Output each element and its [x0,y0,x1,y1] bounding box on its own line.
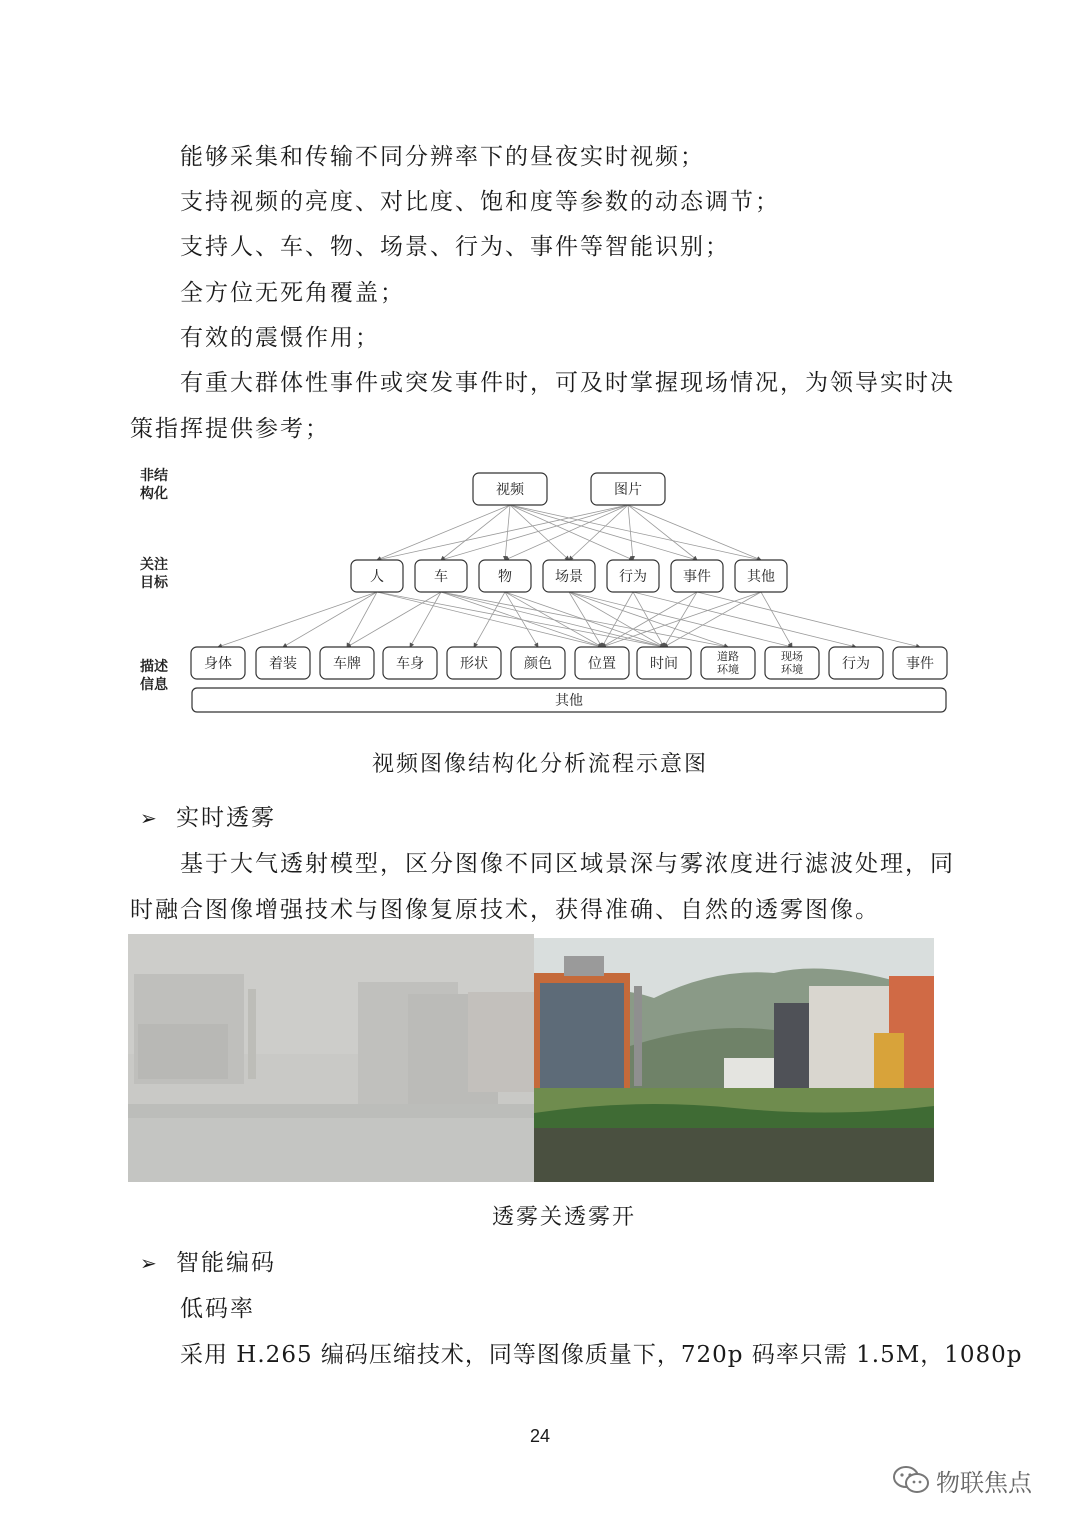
svg-text:环境: 环境 [781,663,803,676]
diagram-node-descriptor [701,647,755,679]
diagram-node-descriptor [511,647,565,679]
body-line: 全方位无死角覆盖； [180,280,405,306]
svg-text:其他: 其他 [555,693,583,709]
diagram-node-descriptor [191,647,245,679]
diagram-edge [505,592,664,647]
arrow-bullet-icon: ➢ [140,1251,159,1275]
watermark-text: 物联焦点 [936,1468,1032,1497]
page-number: 24 [529,1426,551,1446]
diagram-edge [441,592,664,647]
body-line: 有效的震慑作用； [180,325,380,351]
diagram-edge [510,505,569,560]
svg-text:位置: 位置 [588,656,616,672]
diagram-node-target [543,560,595,592]
svg-text:车牌: 车牌 [333,656,361,672]
arrow-bullet-icon: ➢ [140,806,159,830]
svg-text:行为: 行为 [842,656,870,672]
row-label: 构化 [140,486,168,502]
svg-text:人: 人 [370,569,384,585]
row-label: 描述 [140,659,168,675]
diagram-node-target [735,560,787,592]
section-heading-defog [140,803,276,833]
diagram-node-target [351,560,403,592]
wechat-icon [892,1465,930,1495]
structured-analysis-diagram [128,462,958,720]
body-line: 有重大群体性事件或突发事件时，可及时掌握现场情况，为领导实时决 [180,370,955,396]
diagram-node-target [607,560,659,592]
row-label: 信息 [140,677,168,693]
diagram-node-other-bar [192,688,946,712]
svg-text:车: 车 [434,569,448,585]
diagram-edge [510,505,697,560]
svg-text:其他: 其他 [747,569,775,585]
svg-text:着装: 着装 [269,656,297,672]
diagram-edge [410,592,441,647]
diagram-edge [347,592,441,647]
svg-text:现场: 现场 [781,650,803,663]
diagram-caption: 视频图像结构化分析流程示意图 [371,752,708,777]
diagram-edge [628,505,697,560]
diagram-edge [474,592,505,647]
diagram-edge [602,592,633,647]
body-line: 能够采集和传输不同分辨率下的昼夜实时视频； [180,144,705,170]
diagram-node-descriptor [829,647,883,679]
diagram-edge [510,505,633,560]
diagram-edge [441,505,628,560]
body-line: 支持人、车、物、场景、行为、事件等智能识别； [180,234,730,260]
subheading-low-bitrate: 低码率 [180,1296,255,1322]
diagram-edge [569,505,628,560]
diagram-node-descriptor [575,647,629,679]
svg-text:身体: 身体 [204,656,232,672]
body-line: 基于大气透射模型，区分图像不同区域景深与雾浓度进行滤波处理，同 [180,851,955,877]
diagram-edge [628,505,761,560]
diagram-node-descriptor [320,647,374,679]
body-line: 时融合图像增强技术与图像复原技术，获得准确、自然的透雾图像。 [130,897,880,923]
diagram-node-descriptor [893,647,947,679]
diagram-edge [633,592,856,647]
svg-text:行为: 行为 [619,569,647,585]
svg-text:车身: 车身 [396,656,424,672]
svg-text:环境: 环境 [717,663,739,676]
diagram-edge [602,592,761,647]
body-line: 策指挥提供参考； [130,416,330,442]
watermark [892,1462,1062,1498]
diagram-node-source [473,473,547,505]
diagram-node-target [415,560,467,592]
svg-text:物: 物 [498,569,512,585]
diagram-node-descriptor [765,647,819,679]
svg-text:事件: 事件 [683,569,711,585]
diagram-node-target [671,560,723,592]
diagram-row-labels [140,467,169,693]
body-line: 支持视频的亮度、对比度、饱和度等参数的动态调节； [180,189,780,215]
diagram-node-target [479,560,531,592]
diagram-node-descriptor [447,647,501,679]
diagram-edge [569,592,602,647]
row-label: 非结 [140,468,168,484]
diagram-edge [505,505,510,560]
diagram-edge [761,592,792,647]
diagram-edge [628,505,633,560]
diagram-node-source [591,473,665,505]
diagram-edge [347,592,377,647]
diagram-edge [377,505,510,560]
svg-text:事件: 事件 [906,656,934,672]
section-heading-text: 智能编码 [176,1250,276,1276]
diagram-node-descriptor [256,647,310,679]
defog-on-photo [534,938,934,1182]
diagram-node-descriptor [637,647,691,679]
row-label: 关注 [140,557,168,573]
defog-off-photo [128,934,534,1182]
body-line: 采用 H.265 编码压缩技术，同等图像质量下，720p 码率只需 1.5M，1080p [180,1342,1023,1368]
section-heading-encoding [140,1248,276,1278]
diagram-edge [697,592,920,647]
diagram-edge [664,592,761,647]
defog-caption: 透雾关透雾开 [491,1205,636,1230]
diagram-edge [377,505,628,560]
svg-text:时间: 时间 [650,656,678,672]
svg-text:图片: 图片 [614,482,642,498]
diagram-node-descriptor [383,647,437,679]
diagram-edge [505,505,628,560]
row-label: 目标 [140,575,168,591]
svg-text:形状: 形状 [460,656,488,672]
svg-text:场景: 场景 [555,569,583,585]
svg-text:道路: 道路 [717,650,739,663]
diagram-edge [633,592,664,647]
diagram-edge [505,592,538,647]
svg-text:颜色: 颜色 [524,656,552,672]
section-heading-text: 实时透雾 [176,805,276,831]
svg-text:视频: 视频 [496,482,524,498]
diagram-nodes [191,473,947,712]
diagram-edge [441,505,510,560]
diagram-edge [510,505,761,560]
